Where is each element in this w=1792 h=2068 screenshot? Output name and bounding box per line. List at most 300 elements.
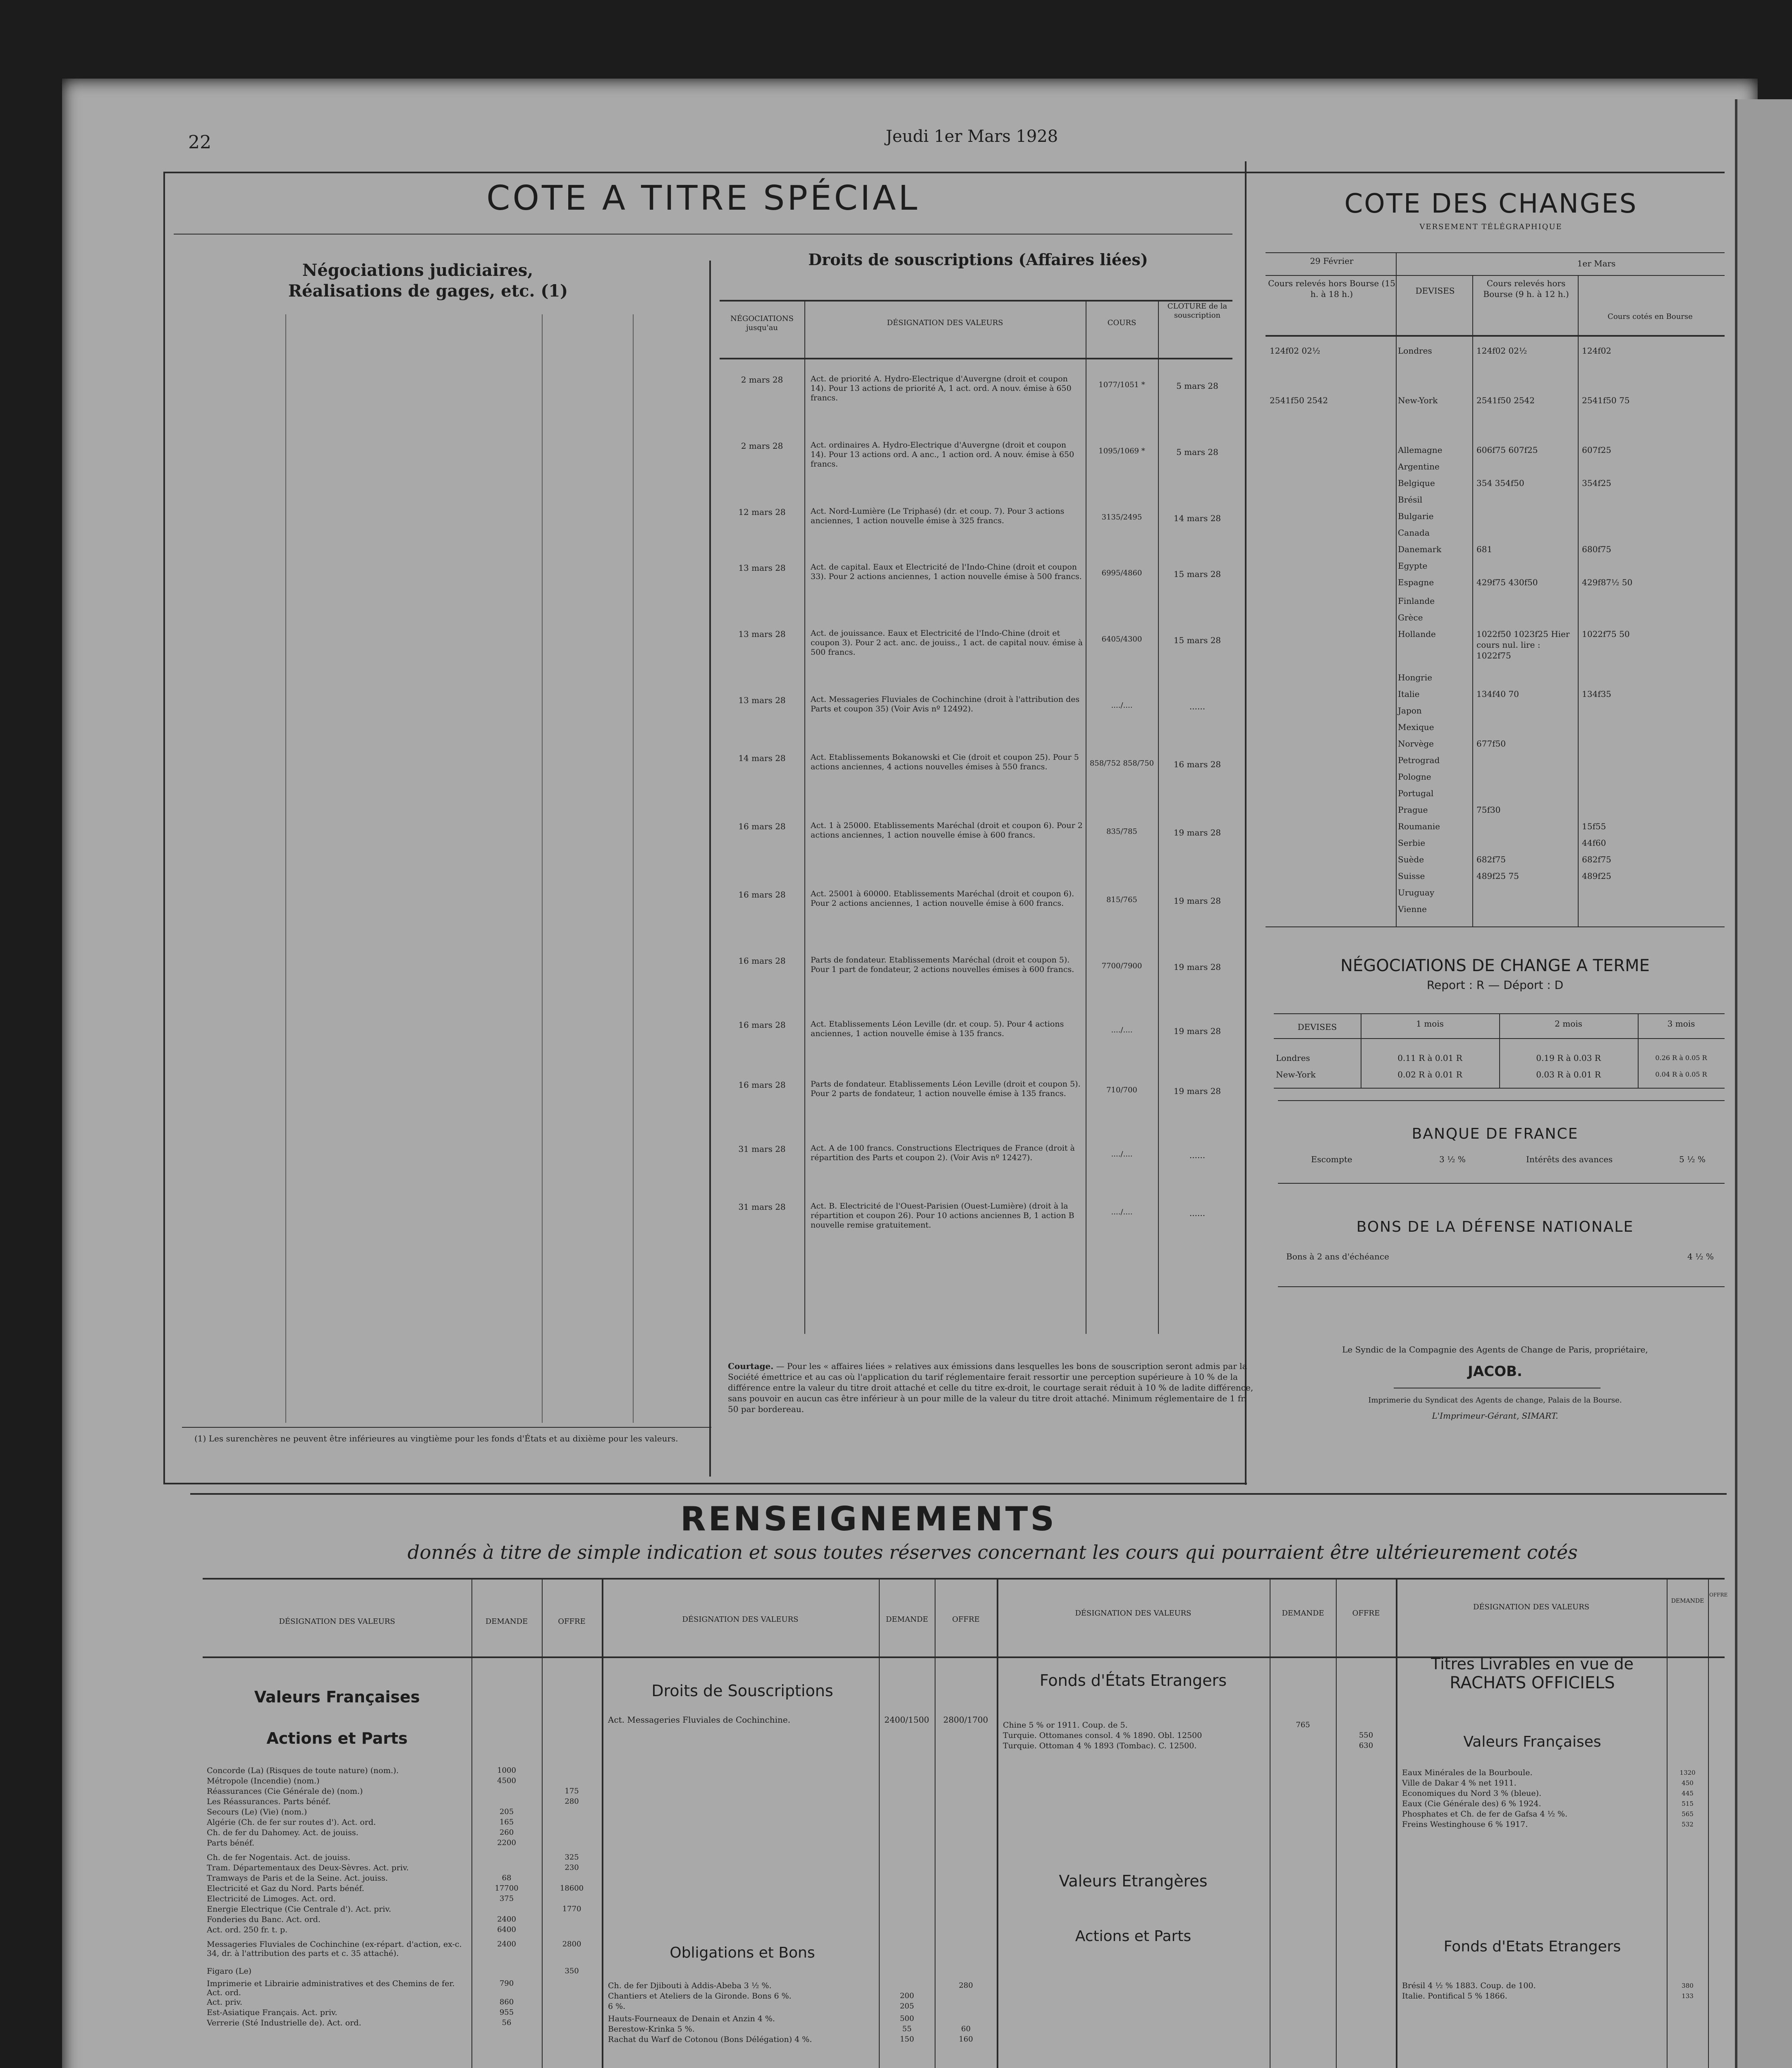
interets-value: 5 ½ % [1679, 1154, 1706, 1164]
escompte-value: 3 ½ % [1439, 1154, 1466, 1164]
droits-row-date: 2 mars 28 [741, 375, 783, 385]
changes-row-devise: Grèce [1398, 613, 1423, 622]
droits-title: Droits de souscriptions (Affaires liées) [808, 250, 1148, 269]
changes-row-cote: 44f60 [1582, 838, 1606, 848]
middle-rule [1245, 161, 1247, 1485]
col1-row-demande: 375 [499, 1894, 514, 1903]
changes-row-cote: 124f02 [1582, 346, 1612, 356]
banque-title: BANQUE DE FRANCE [1412, 1125, 1579, 1142]
courtage-text: — Pour les « affaires liées » relatives aux émissions dans lesquelles les bons de souscription seront admis par la Société émettrice et au cas où l'application du tarif réglementaire ferait ressortir une perception supérieure à 10 % de la différence entre la valeur du titre droit attaché et celle du titre ex-droit, le courtage serait réduit à 10 % de ladite différence, sans pouvoir en aucun cas être inférieur à un pour mille de la valeur du titre droit attaché. Minimum réglementaire de 1 fr. 50 par bordereau. [728, 1361, 1254, 1414]
changes-row-devise: Mexique [1398, 722, 1434, 732]
col1-row-offre: 1770 [562, 1905, 581, 1913]
col4-fr-row-demande: 515 [1682, 1800, 1694, 1807]
rens-col2-designation: DÉSIGNATION DES VALEURS [682, 1615, 799, 1624]
negociations-heading-2: Réalisations de gages, etc. (1) [288, 281, 568, 301]
changes-row-devise: Roumanie [1398, 821, 1440, 831]
rens-col4-designation: DÉSIGNATION DES VALEURS [1473, 1603, 1590, 1611]
col1-row-demande: 2200 [497, 1838, 516, 1847]
droits-col-rule-3 [1158, 300, 1159, 1334]
droits-row-cours: 1077/1051 * [1098, 381, 1145, 389]
terme-row-m2: 0.19 R à 0.03 R [1536, 1053, 1601, 1063]
droits-row-cloture: ...... [1189, 1150, 1206, 1160]
col2-row-offre: 60 [961, 2025, 971, 2033]
col4-etr-row-demande: 133 [1682, 1992, 1694, 2000]
droits-row-designation: Act. 1 à 25000. Etablissements Maréchal (droit et coupon 6). Pour 2 actions anciennes, 1 action nouvelle émise à 600 francs. [811, 821, 1083, 840]
col1-row-name: Fonderies du Banc. Act. ord. [207, 1915, 321, 1924]
changes-title: COTE DES CHANGES [1344, 189, 1638, 219]
changes-table-top [1266, 252, 1725, 253]
changes-subtitle: VERSEMENT TÉLÉGRAPHIQUE [1419, 223, 1562, 231]
col1-row-name: Les Réassurances. Parts bénéf. [207, 1797, 331, 1806]
changes-row-cote: 429f87½ 50 [1582, 577, 1633, 587]
col4-fr-row-name: Economiques du Nord 3 % (bleue). [1402, 1789, 1541, 1798]
droits-row-cloture: 15 mars 28 [1173, 635, 1221, 645]
droits-row-date: 16 mars 28 [738, 890, 786, 900]
col4-fr-row-name: Freins Westinghouse 6 % 1917. [1402, 1820, 1528, 1829]
col4-etr-row-name: Italie. Pontifical 5 % 1866. [1402, 1991, 1507, 2001]
droits-row-cloture: 19 mars 28 [1173, 828, 1221, 838]
rens-col3-offre: OFFRE [1352, 1609, 1380, 1618]
changes-row-devise: Suède [1398, 854, 1424, 864]
changes-row-devise: Norvège [1398, 739, 1434, 749]
changes-row-devise: Canada [1398, 528, 1430, 538]
terme-subtitle: Report : R — Déport : D [1426, 978, 1564, 992]
droits-row-cours: ..../.... [1111, 1026, 1133, 1034]
changes-row-hors: 681 [1476, 544, 1493, 554]
rens-col3-designation: DÉSIGNATION DES VALEURS [1075, 1609, 1191, 1618]
col3-row-name: Chine 5 % or 1911. Coup. de 5. [1003, 1721, 1128, 1730]
col1-row-name: Figaro (Le) [207, 1967, 251, 1976]
changes-row-cote: 2541f50 75 [1582, 395, 1630, 405]
rens-col1-designation: DÉSIGNATION DES VALEURS [279, 1617, 395, 1626]
changes-date-left: 29 Février [1310, 256, 1354, 266]
rens-rule-col1 [602, 1578, 603, 2068]
col4-fr-row-demande: 450 [1682, 1779, 1694, 1787]
col1-row-demande: 2400 [497, 1940, 516, 1948]
rens-col1-demande: DEMANDE [485, 1617, 528, 1626]
rens-rule-c2-a [879, 1578, 880, 2068]
col1-row-name: Act. ord. 250 fr. t. p. [207, 1925, 288, 1934]
changes-col-rule-1 [1396, 252, 1397, 926]
changes-row-hors: 606f75 607f25 [1476, 445, 1538, 455]
col2-heading-droits: Droits de Souscriptions [651, 1682, 833, 1700]
col1-row-name: Secours (Le) (Vie) (nom.) [207, 1807, 307, 1817]
changes-row-hors: 134f40 70 [1476, 689, 1519, 699]
changes-row-hors: 75f30 [1476, 805, 1501, 815]
interets-label: Intérêts des avances [1526, 1154, 1613, 1164]
col1-row-demande: 17700 [495, 1884, 519, 1893]
col4-fr-row-demande: 1320 [1680, 1769, 1696, 1776]
col4-fr-row-demande: 565 [1682, 1810, 1694, 1818]
col-devises: DEVISES [1415, 286, 1455, 296]
col4-heading-rachats: RACHATS OFFICIELS [1450, 1673, 1615, 1692]
droits-row-date: 13 mars 28 [738, 563, 786, 573]
col2-row-offre: 160 [959, 2035, 973, 2044]
droits-row-cloture: 16 mars 28 [1173, 759, 1221, 769]
col2-heading-obligations: Obligations et Bons [670, 1944, 815, 1961]
col1-row-demande: 6400 [497, 1925, 516, 1934]
droits-row-designation: Act. de jouissance. Eaux et Electricité de l'Indo-Chine (droit et coupon 3). Pour 2 act. anc. de jouiss., 1 act. de capital nouv. émise à 500 francs. [811, 629, 1083, 657]
col1-row-demande: 165 [499, 1818, 514, 1826]
syndic-line-1: Le Syndic de la Compagnie des Agents de Change de Paris, propriétaire, [1342, 1345, 1648, 1355]
changes-row-hors: 682f75 [1476, 854, 1506, 864]
courtage-label: Courtage. [728, 1361, 774, 1371]
col-cotes-bourse: Cours cotés en Bourse [1608, 312, 1693, 321]
droits-row-cours: 835/785 [1106, 827, 1137, 836]
droits-row-designation: Act. de capital. Eaux et Electricité de l'Indo-Chine (droit et coupon 33). Pour 2 actions anciennes, 1 action nouvelle émise à 500 francs. [811, 562, 1082, 581]
col1-row-demande: 68 [502, 1874, 512, 1882]
droits-row-cours: 3135/2495 [1101, 513, 1142, 522]
col2-droit-offre: 2800/1700 [943, 1715, 988, 1725]
droits-row-date: 2 mars 28 [741, 441, 783, 451]
droits-row-date: 16 mars 28 [738, 1020, 786, 1030]
left-blank-rule-1 [285, 314, 286, 1423]
droits-row-designation: Act. Messageries Fluviales de Cochinchine (droit à l'attribution des Parts et coupon 35) (Voir Avis nº 12492). [811, 695, 1080, 713]
rens-rule-c3-b [1336, 1578, 1337, 2068]
changes-header-bottom [1266, 335, 1725, 337]
droits-row-cloture: 15 mars 28 [1173, 569, 1221, 579]
changes-row-devise: Argentine [1398, 462, 1440, 472]
changes-row-devise: Espagne [1398, 577, 1434, 587]
rens-col2-demande: DEMANDE [885, 1615, 928, 1624]
col3-heading-valeurs: Valeurs Etrangères [1059, 1872, 1208, 1890]
rens-col3-demande: DEMANDE [1282, 1609, 1324, 1618]
col2-row-demande: 500 [900, 2014, 914, 2023]
changes-row-hors: 354 354f50 [1476, 478, 1524, 488]
syndic-line-3: L'Imprimeur-Gérant, SIMART. [1432, 1411, 1558, 1421]
col3-row-name: Turquie. Ottoman 4 % 1893 (Tombac). C. 12500. [1003, 1741, 1197, 1750]
col3-row-name: Turquie. Ottomanes consol. 4 % 1890. Obl. 12500 [1003, 1731, 1202, 1740]
col1-row-demande: 2400 [497, 1915, 516, 1924]
col1-row-name: Imprimerie et Librairie administratives et des Chemins de fer. Act. ord. [207, 1979, 455, 1997]
bons-value: 4 ½ % [1687, 1252, 1714, 1261]
droits-row-cours: 1095/1069 * [1098, 447, 1145, 455]
col1-row-demande: 4500 [497, 1776, 516, 1785]
droits-row-designation: Act. 25001 à 60000. Etablissements Maréchal (droit et coupon 6). Pour 2 actions anciennes, 1 action nouvelle émise à 600 francs. [811, 889, 1074, 908]
droits-row-cloture: 19 mars 28 [1173, 1086, 1221, 1096]
courtage-note [728, 1361, 1257, 1415]
rens-col2-offre: OFFRE [952, 1615, 980, 1624]
changes-row-devise: Londres [1398, 346, 1432, 356]
rens-col4-offre: OFFRE [1709, 1592, 1728, 1598]
footnote-rule [182, 1427, 711, 1428]
rens-rule-c1-b [542, 1578, 543, 2068]
terme-row-m1: 0.11 R à 0.01 R [1397, 1053, 1462, 1063]
changes-row-devise: Vienne [1398, 904, 1427, 914]
page-number: 22 [188, 132, 211, 153]
col1-row-name: Concorde (La) (Risques de toute nature) (nom.). [207, 1766, 399, 1775]
col1-row-offre: 350 [565, 1967, 579, 1975]
negociations-heading-1: Négociations judiciaires, [302, 261, 534, 280]
terme-row-devise: New-York [1276, 1070, 1316, 1079]
col1-row-demande: 205 [499, 1807, 514, 1816]
droits-row-cloture: 19 mars 28 [1173, 962, 1221, 972]
col3-row-demande: 765 [1296, 1721, 1310, 1729]
col4-fr-row-demande: 532 [1682, 1821, 1694, 1828]
col2-droit-name: Act. Messageries Fluviales de Cochinchine. [608, 1715, 791, 1725]
droits-row-date: 12 mars 28 [738, 507, 786, 517]
droits-row-date: 16 mars 28 [738, 956, 786, 966]
col1-row-name: Act. priv. [207, 1998, 242, 2007]
col1-row-name: Réassurances (Cie Générale de) (nom.) [207, 1787, 363, 1796]
terme-col-2: 2 mois [1555, 1019, 1582, 1029]
droits-row-cours: ..../.... [1111, 701, 1133, 710]
col1-heading-valeurs: Valeurs Françaises [254, 1688, 420, 1706]
rens-col1-offre: OFFRE [558, 1617, 586, 1626]
droits-row-designation: Act. Nord-Lumière (Le Triphasé) (dr. et coup. 7). Pour 3 actions anciennes, 1 action nouvelle émise à 325 francs. [811, 507, 1065, 525]
changes-row-devise: Egypte [1398, 561, 1428, 571]
droits-row-cours: ..../.... [1111, 1150, 1133, 1158]
col1-row-name: Electricité de Limoges. Act. ord. [207, 1894, 336, 1903]
changes-row-devise: Pologne [1398, 772, 1431, 782]
rens-rule-col2 [997, 1578, 998, 2068]
col1-row-name: Algérie (Ch. de fer sur routes d'). Act. ord. [207, 1818, 376, 1827]
droits-row-designation: Parts de fondateur. Etablissements Léon Leville (droit et coupon 5). Pour 2 parts de fondateur, 1 action nouvelle émise à 135 francs. [811, 1079, 1081, 1098]
droits-row-designation: Act. ordinaires A. Hydro-Electrique d'Auvergne (droit et coupon 14). Pour 13 actions ord. A anc., 1 action ord. A nouv. émise à 650 francs. [811, 440, 1074, 469]
terme-col-3: 3 mois [1667, 1019, 1695, 1029]
escompte-label: Escompte [1311, 1154, 1352, 1164]
col2-row-name: Rachat du Warf de Cotonou (Bons Délégation) 4 %. [608, 2035, 812, 2044]
col2-row-demande: 150 [900, 2035, 914, 2044]
changes-row-hors: 1022f50 1023f25 Hier cours nul. lire : 1022f75 [1476, 629, 1570, 661]
changes-row-prev: 2541f50 2542 [1270, 395, 1328, 405]
changes-row-cote: 1022f75 50 [1582, 629, 1630, 639]
col1-row-name: Energie Electrique (Cie Centrale d'). Act. priv. [207, 1905, 391, 1914]
col4-fr-row-name: Phosphates et Ch. de fer de Gafsa 4 ½ %. [1402, 1810, 1568, 1819]
changes-row-prev: 124f02 02½ [1270, 346, 1321, 356]
droits-row-cours: 6995/4860 [1101, 569, 1142, 577]
col3-row-offre: 550 [1359, 1731, 1373, 1740]
rens-rule-c4-b [1708, 1578, 1709, 2068]
droits-row-cloture: 19 mars 28 [1173, 896, 1221, 906]
col4-heading-valeurs-fr: Valeurs Françaises [1463, 1733, 1601, 1750]
droits-row-designation: Act. de priorité A. Hydro-Electrique d'Auvergne (droit et coupon 14). Pour 13 actions de priorité A, 1 act. ord. A nouv. émise à 650 francs. [811, 374, 1072, 402]
col3-heading-actions: Actions et Parts [1075, 1928, 1191, 1945]
col4-etr-row-name: Brésil 4 ½ % 1883. Coup. de 100. [1402, 1981, 1536, 1990]
changes-row-cote: 607f25 [1582, 445, 1612, 455]
renseignements-title: RENSEIGNEMENTS [680, 1500, 1057, 1538]
col2-row-demande: 200 [900, 1991, 914, 2000]
terme-row-m3: 0.04 R à 0.05 R [1655, 1070, 1707, 1078]
changes-row-devise: Allemagne [1398, 445, 1443, 455]
col1-row-demande: 860 [499, 1998, 514, 2006]
droits-row-cours: 858/752 858/750 [1089, 759, 1154, 768]
changes-col-rule-3 [1578, 275, 1579, 926]
col2-row-name: Chantiers et Ateliers de la Gironde. Bons 6 %. [608, 1991, 792, 2001]
col1-row-name: Messageries Fluviales de Cochinchine (ex-répart. d'action, ex-c. 34, dr. à l'attribution des parts et c. 35 attaché). [207, 1940, 462, 1958]
droits-col-rule-1 [804, 300, 805, 1334]
left-blank-rule-3 [633, 314, 634, 1423]
changes-row-hors: 124f02 02½ [1476, 346, 1527, 356]
changes-row-cote: 680f75 [1582, 544, 1612, 554]
col-negociations: NÉGOCIATIONS jusqu'au [730, 314, 794, 332]
droits-row-cours: 7700/7900 [1101, 962, 1142, 970]
droits-row-designation: Parts de fondateur. Etablissements Maréchal (droit et coupon 5). Pour 1 part de fondateur, 2 actions nouvelles émises à 600 francs. [811, 955, 1074, 974]
col4-fr-row-name: Eaux (Cie Générale des) 6 % 1924. [1402, 1799, 1541, 1808]
droits-row-cours: 6405/4300 [1101, 635, 1142, 644]
col2-row-name: Berestow-Krinka 5 %. [608, 2025, 695, 2034]
changes-row-devise: Brésil [1398, 495, 1423, 505]
col1-row-demande: 955 [499, 2008, 514, 2017]
terme-table-bottom [1274, 1088, 1725, 1089]
cote-bottom-rule [163, 1483, 1247, 1484]
droits-row-date: 16 mars 28 [738, 1080, 786, 1090]
droits-row-designation: Act. Etablissements Léon Leville (dr. et coup. 5). Pour 4 actions anciennes, 1 action nouvelle émise à 135 francs. [811, 1020, 1064, 1038]
droits-row-cours: 815/765 [1106, 895, 1137, 904]
changes-row-devise: Serbie [1398, 838, 1426, 848]
col1-row-demande: 1000 [497, 1766, 516, 1775]
changes-row-hors: 489f25 75 [1476, 871, 1519, 881]
droits-row-date: 13 mars 28 [738, 629, 786, 639]
changes-row-cote: 489f25 [1582, 871, 1612, 881]
changes-row-devise: Hongrie [1398, 673, 1432, 682]
droits-row-date: 14 mars 28 [738, 753, 786, 763]
col1-row-name: Tram. Départementaux des Deux-Sèvres. Act. priv. [207, 1863, 409, 1872]
rens-table-top [203, 1578, 1725, 1580]
renseignements-top-rule [190, 1493, 1727, 1495]
droits-row-cloture: ...... [1189, 701, 1206, 711]
col2-row-name: Hauts-Fourneaux de Denain et Anzin 4 %. [608, 2014, 775, 2023]
changes-row-cote: 134f35 [1582, 689, 1612, 699]
col2-row-name: 6 %. [608, 2002, 626, 2011]
col3-row-offre: 630 [1359, 1741, 1373, 1750]
col1-row-offre: 2800 [562, 1940, 581, 1948]
top-rule [163, 172, 1725, 173]
rens-rule-c1-a [471, 1578, 472, 2068]
changes-row-devise: Uruguay [1398, 888, 1435, 898]
title-underline [174, 234, 1232, 235]
changes-row-devise: Portugal [1398, 788, 1434, 798]
col-cloture: CLOTURE de la souscription [1167, 302, 1227, 320]
terme-row-m2: 0.03 R à 0.01 R [1536, 1070, 1601, 1079]
syndic-line-2: Imprimerie du Syndicat des Agents de change, Palais de la Bourse. [1368, 1396, 1622, 1405]
col1-row-offre: 175 [565, 1787, 579, 1795]
droits-row-cloture: ...... [1189, 1208, 1206, 1218]
col4-heading-titres: Titres Livrables en vue de [1431, 1655, 1634, 1673]
col3-heading-fonds: Fonds d'États Etrangers [1039, 1671, 1227, 1690]
droits-left-rule [709, 261, 711, 1477]
droits-row-cloture: 19 mars 28 [1173, 1026, 1221, 1036]
banque-rule [1278, 1100, 1725, 1101]
droits-row-date: 31 mars 28 [738, 1144, 786, 1154]
col1-row-name: Métropole (Incendie) (nom.) [207, 1776, 320, 1786]
changes-row-cote: 15f55 [1582, 821, 1606, 831]
adjacent-page-edge [1735, 99, 1792, 2068]
col-hors-bourse-2: Cours relevés hors Bourse (9 h. à 12 h.) [1483, 278, 1569, 299]
droits-row-designation: Act. A de 100 francs. Constructions Electriques de France (droit à répartition des Parts et coupon 2). (Voir Avis nº 12427). [811, 1144, 1075, 1162]
rens-rule-col3 [1396, 1578, 1397, 2068]
col1-row-offre: 230 [565, 1863, 579, 1872]
cote-special-title: COTE A TITRE SPÉCIAL [486, 179, 920, 218]
col1-row-demande: 260 [499, 1828, 514, 1837]
changes-date-rule [1266, 275, 1725, 276]
renseignements-subtitle: donnés à titre de simple indication et sous toutes réserves concernant les cours qui pourraient être ultérieurement cotés [407, 1541, 1578, 1563]
col1-row-name: Ch. de fer Nogentais. Act. de jouiss. [207, 1853, 350, 1862]
bons-rule-bottom [1278, 1286, 1725, 1287]
changes-row-hors: 2541f50 2542 [1476, 395, 1535, 405]
droits-row-cloture: 14 mars 28 [1173, 513, 1221, 523]
col-cours: COURS [1107, 318, 1136, 327]
changes-row-devise: Belgique [1398, 478, 1435, 488]
changes-row-devise: Prague [1398, 805, 1428, 815]
changes-date-right: 1er Mars [1577, 258, 1616, 268]
col4-fr-row-name: Eaux Minérales de la Bourboule. [1402, 1768, 1533, 1777]
col2-row-demande: 205 [900, 2002, 914, 2011]
col4-fr-row-name: Ville de Dakar 4 % net 1911. [1402, 1778, 1517, 1788]
changes-row-cote: 354f25 [1582, 478, 1612, 488]
col1-row-offre: 325 [565, 1853, 579, 1862]
terme-col-1: 1 mois [1416, 1019, 1444, 1029]
droits-row-designation: Act. B. Electricité de l'Ouest-Parisien (Ouest-Lumière) (droit à la répartition et coupon 26). Pour 10 actions anciennes B, 1 action B nouvelle remise gratuitement. [811, 1202, 1074, 1230]
droits-row-date: 16 mars 28 [738, 821, 786, 831]
changes-row-devise: Bulgarie [1398, 511, 1434, 521]
col1-row-offre: 18600 [560, 1884, 584, 1893]
col1-row-name: Tramways de Paris et de la Seine. Act. jouiss. [207, 1874, 388, 1883]
droits-row-designation: Act. Etablissements Bokanowski et Cie (droit et coupon 25). Pour 5 actions anciennes, 4 actions nouvelles émises à 550 francs. [811, 753, 1079, 771]
terme-row-m3: 0.26 R à 0.05 R [1655, 1054, 1707, 1062]
syndic-name: JACOB. [1468, 1363, 1522, 1380]
changes-table-bottom [1266, 926, 1725, 927]
changes-row-devise: Finlande [1398, 596, 1435, 606]
col1-row-name: Parts bénéf. [207, 1838, 255, 1848]
droits-row-cours: 710/700 [1106, 1086, 1137, 1094]
col2-row-name: Ch. de fer Djibouti à Addis-Abeba 3 ½ %. [608, 1981, 772, 1990]
changes-row-devise: Suisse [1398, 871, 1425, 881]
changes-row-devise: Japon [1398, 706, 1422, 716]
rens-col4-demande: DEMANDE [1671, 1598, 1704, 1604]
col1-row-demande: 790 [499, 1979, 514, 1988]
terme-col-devises: DEVISES [1297, 1022, 1337, 1032]
droits-row-cours: ..../.... [1111, 1208, 1133, 1216]
droits-table-header-bottom [720, 358, 1232, 359]
col4-etr-row-demande: 380 [1682, 1982, 1694, 1989]
col1-row-demande: 56 [502, 2018, 512, 2027]
droits-row-date: 13 mars 28 [738, 695, 786, 705]
col2-row-offre: 280 [959, 1981, 973, 1990]
changes-row-hors: 677f50 [1476, 739, 1506, 749]
col1-row-offre: 280 [565, 1797, 579, 1806]
col-designation: DÉSIGNATION DES VALEURS [887, 318, 1003, 327]
col-hors-bourse-1: Cours relevés hors Bourse (15 h. à 18 h.) [1268, 278, 1395, 299]
droits-row-cloture: 5 mars 28 [1176, 381, 1218, 391]
bons-rule-top [1278, 1183, 1725, 1184]
footnote: (1) Les surenchères ne peuvent être inférieures au vingtième pour les fonds d'États et au dixième pour les valeurs. [194, 1434, 678, 1443]
droits-table-top [720, 300, 1232, 302]
changes-row-hors: 429f75 430f50 [1476, 577, 1538, 587]
col2-droit-demande: 2400/1500 [884, 1715, 929, 1725]
terme-row-m1: 0.02 R à 0.01 R [1397, 1070, 1462, 1079]
changes-row-devise: Hollande [1398, 629, 1436, 639]
terme-row-devise: Londres [1276, 1053, 1310, 1063]
col2-row-demande: 55 [902, 2025, 912, 2033]
col1-row-name: Est-Asiatique Français. Act. priv. [207, 2008, 337, 2017]
page-date: Jeudi 1er Mars 1928 [885, 127, 1058, 146]
bons-label: Bons à 2 ans d'échéance [1286, 1252, 1389, 1261]
changes-row-devise: Petrograd [1398, 755, 1440, 765]
col1-heading-actions: Actions et Parts [266, 1729, 408, 1747]
changes-row-devise: Danemark [1398, 544, 1442, 554]
droits-row-cloture: 5 mars 28 [1176, 447, 1218, 457]
terme-title: NÉGOCIATIONS DE CHANGE A TERME [1340, 956, 1650, 975]
col4-fr-row-demande: 445 [1682, 1790, 1694, 1797]
col1-row-name: Electricité et Gaz du Nord. Parts bénéf. [207, 1884, 364, 1893]
droits-row-date: 31 mars 28 [738, 1202, 786, 1212]
changes-row-devise: New-York [1398, 395, 1438, 405]
rens-rule-c4-a [1667, 1578, 1668, 2068]
changes-row-devise: Italie [1398, 689, 1420, 699]
left-blank-rule-2 [542, 314, 543, 1423]
col1-row-name: Verrerie (Sté Industrielle de). Act. ord. [207, 2018, 361, 2027]
